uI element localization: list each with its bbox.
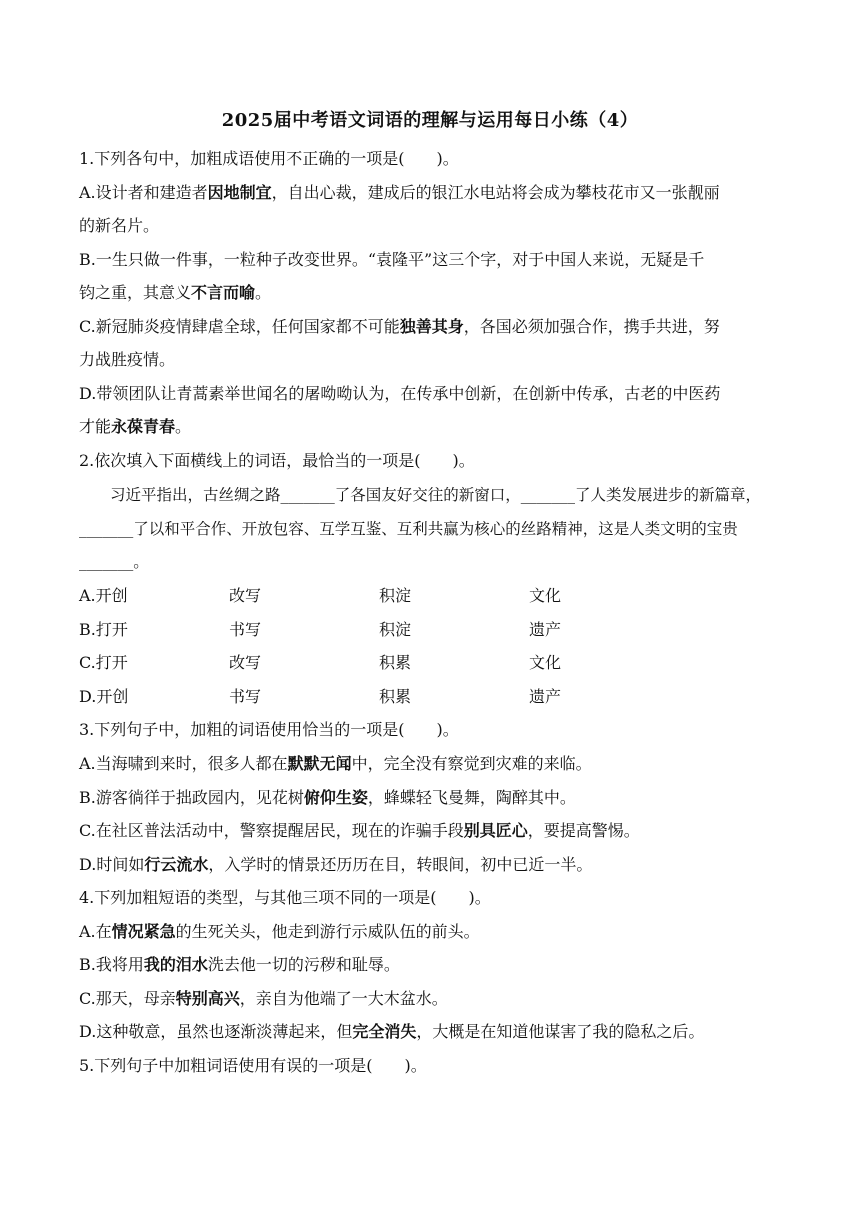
q2-b-word4: 遗产 [529, 620, 562, 639]
q4-a-text-2: 的生死关头，他走到游行示威队伍的前头。 [175, 922, 480, 941]
q4-a-text: A.在 [79, 922, 112, 941]
q2-b-word3: 积淀 [379, 620, 412, 639]
q5-stem: 5.下列句子中加粗词语使用有误的一项是( )。 [79, 1056, 427, 1075]
q1-option-a-cont: 的新名片。 [79, 216, 160, 235]
q1-a-bold-idiom: 因地制宜 [207, 183, 272, 202]
q4-stem: 4.下列加粗短语的类型，与其他三项不同的一项是( )。 [79, 888, 491, 907]
q1-b-text-2: 钧之重，其意义 [79, 283, 192, 302]
q4-d-bold-phrase: 完全消失 [352, 1022, 417, 1041]
q4-c-bold-phrase: 特别高兴 [175, 989, 240, 1008]
q2-d-word4: 遗产 [529, 687, 562, 706]
q3-c-text-2: ，要提高警惕。 [527, 821, 640, 840]
q1-d-text-2: 才能 [79, 417, 112, 436]
q2-c-word1: C.打开 [79, 653, 128, 672]
q2-c-word3: 积累 [379, 653, 412, 672]
q4-d-text: D.这种敬意，虽然也逐渐淡薄起来，但 [79, 1022, 353, 1041]
q4-d-text-2: ，大概是在知道他谋害了我的隐私之后。 [416, 1022, 705, 1041]
q4-c-text-2: ，亲自为他端了一大木盆水。 [239, 989, 448, 1008]
q2-d-word1: D.开创 [79, 687, 129, 706]
q1-d-text-3: 。 [175, 417, 192, 436]
q2-d-word2: 书写 [229, 687, 262, 706]
q3-b-text: B.游客徜徉于拙政园内，见花树 [79, 788, 304, 807]
q1-option-b-cont [79, 282, 789, 304]
q3-b-text-2: ，蜂蝶轻飞曼舞，陶醉其中。 [367, 788, 576, 807]
q3-d-text-2: ，入学时的情景还历历在目，转眼间，初中已近一半。 [208, 855, 593, 874]
q3-d-bold-idiom: 行云流水 [144, 855, 209, 874]
q1-b-text-3: 。 [255, 283, 272, 302]
q2-a-word2: 改写 [229, 586, 262, 605]
q4-b-bold-phrase: 我的泪水 [143, 955, 208, 974]
q3-option-a [79, 753, 789, 775]
q4-option-a [79, 921, 789, 943]
q1-option-d-cont [79, 416, 789, 438]
q1-b-bold-idiom: 不言而喻 [191, 283, 256, 302]
q3-option-b [79, 787, 789, 809]
q3-a-bold-idiom: 默默无闻 [287, 754, 352, 773]
q1-option-d: D.带领团队让青蒿素举世闻名的屠呦呦认为，在传承中创新，在创新中传承，古老的中医药 [79, 384, 721, 403]
q1-option-c-cont: 力战胜疫情。 [79, 350, 176, 369]
q2-b-word2: 书写 [229, 620, 262, 639]
q2-a-word3: 积淀 [379, 586, 412, 605]
q1-option-b: B.一生只做一件事，一粒种子改变世界。“袁隆平”这三个字，对于中国人来说，无疑是千 [79, 250, 705, 269]
q2-c-word2: 改写 [229, 653, 262, 672]
q3-a-text-2: 中，完全没有察觉到灾难的来临。 [351, 754, 592, 773]
q2-d-word3: 积累 [379, 687, 412, 706]
q1-c-text: C.新冠肺炎疫情肆虐全球，任何国家都不可能 [79, 317, 400, 336]
q1-stem: 1.下列各句中，加粗成语使用不正确的一项是( )。 [79, 149, 459, 168]
q2-a-word4: 文化 [529, 586, 562, 605]
q2-passage [79, 479, 789, 580]
q4-b-text: B.我将用 [79, 955, 144, 974]
q1-d-bold-idiom: 永葆青春 [111, 417, 176, 436]
q4-c-text: C.那天，母亲 [79, 989, 176, 1008]
q3-a-text: A.当海啸到来时，很多人都在 [79, 754, 288, 773]
q1-c-text-2: ，各国必须加强合作，携手共进，努 [463, 317, 720, 336]
q4-option-c [79, 988, 789, 1010]
q1-option-c [79, 316, 789, 338]
q1-option-a [79, 182, 789, 204]
q4-b-text-2: 洗去他一切的污秽和耻辱。 [207, 955, 400, 974]
q1-a-text: A.设计者和建造者 [79, 183, 208, 202]
q2-b-word1: B.打开 [79, 620, 128, 639]
q1-a-text-2: ，自出心裁，建成后的银江水电站将会成为攀枝花市又一张靓丽 [271, 183, 720, 202]
q3-c-bold-idiom: 别具匠心 [463, 821, 528, 840]
q4-option-d [79, 1021, 789, 1043]
page-title: 2025届中考语文词语的理解与运用每日小练（4） [221, 110, 639, 131]
q2-a-word1: A.开创 [79, 586, 128, 605]
q2-stem: 2.依次填入下面横线上的词语，最恰当的一项是( )。 [79, 451, 475, 470]
q3-c-text: C.在社区普法活动中，警察提醒居民，现在的诈骗手段 [79, 821, 464, 840]
q3-option-d [79, 854, 789, 876]
q2-passage-text: 习近平指出，古丝绸之路_______了各国友好交往的新窗口，_______了人类发展进步的新篇章，_______了以和平合作、开放包容、互学互鉴、互利共赢为核心的丝路精神，这是人类文明的宝贵_______。 [79, 486, 762, 571]
q1-c-bold-idiom: 独善其身 [399, 317, 464, 336]
q3-option-c [79, 820, 789, 842]
q3-d-text: D.时间如 [79, 855, 145, 874]
q4-option-b [79, 954, 789, 976]
q3-stem: 3.下列句子中，加粗的词语使用恰当的一项是( )。 [79, 720, 459, 739]
q3-b-bold-idiom: 俯仰生姿 [303, 788, 368, 807]
q4-a-bold-phrase: 情况紧急 [111, 922, 176, 941]
q2-c-word4: 文化 [529, 653, 562, 672]
